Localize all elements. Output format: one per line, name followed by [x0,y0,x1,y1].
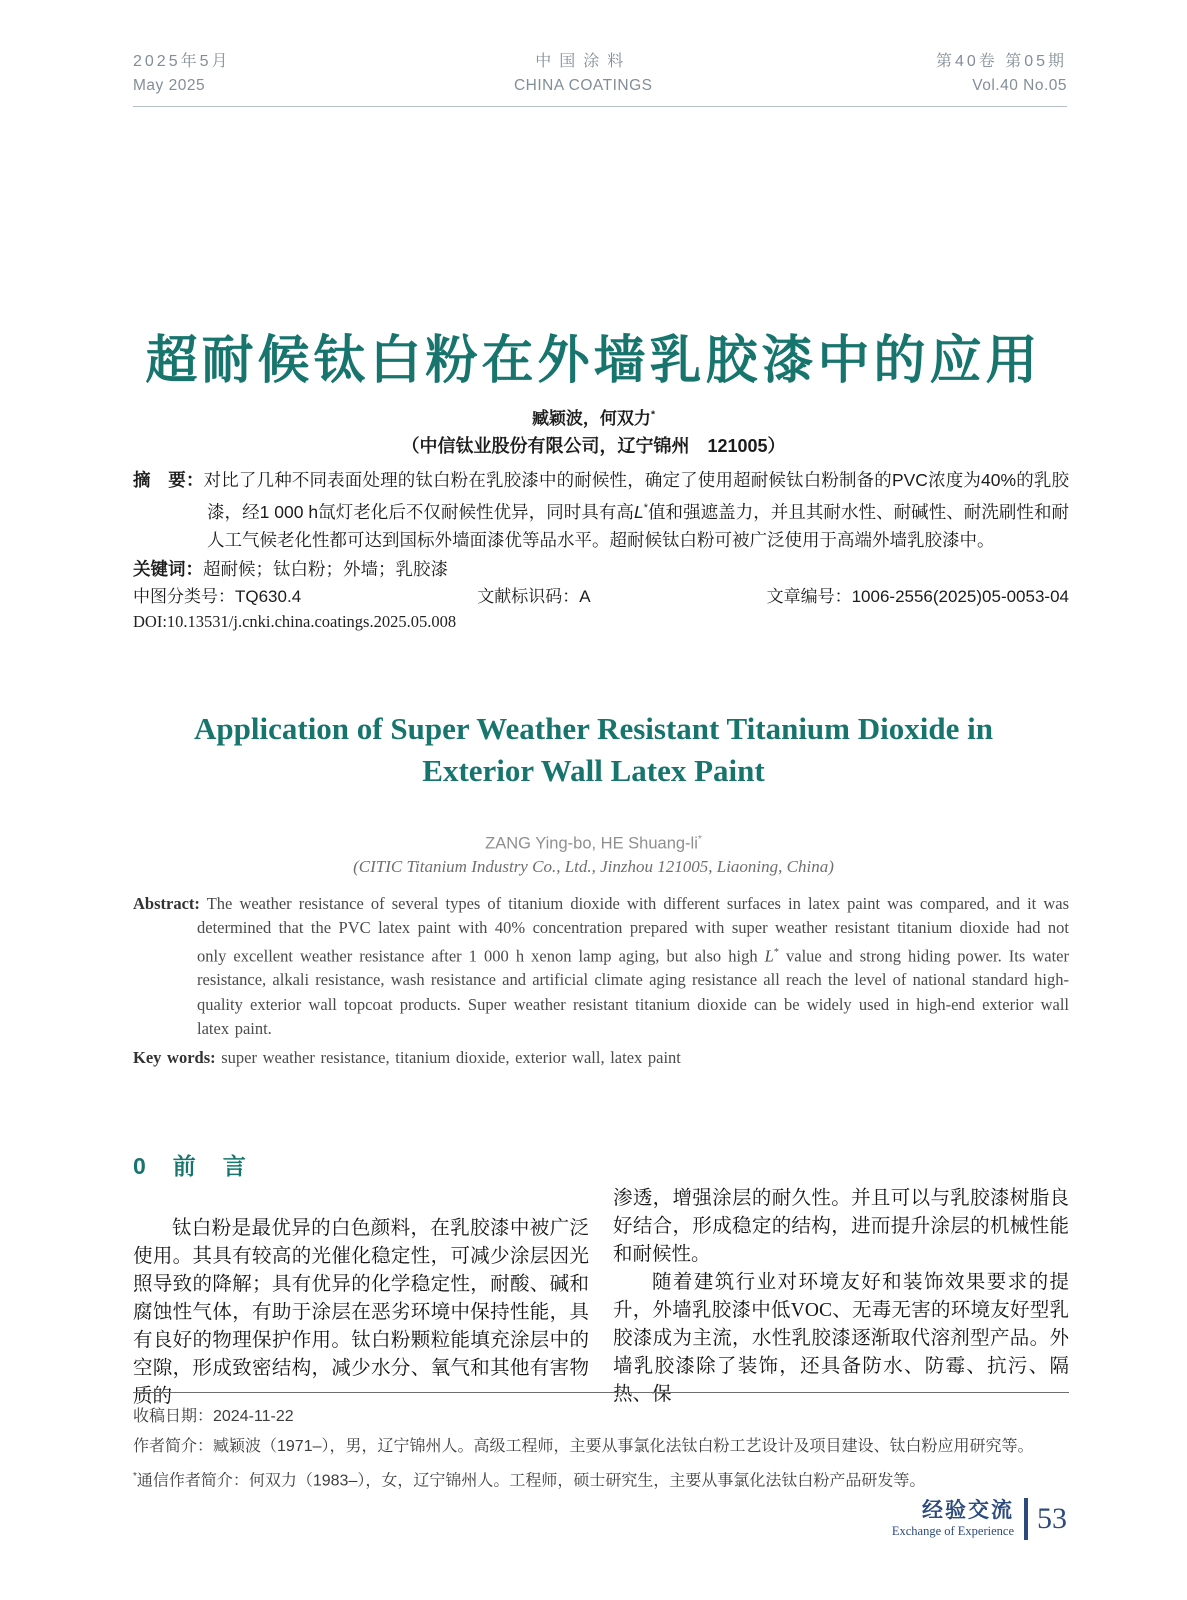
authors-en-names: ZANG Ying-bo, HE Shuang-li [485,834,698,853]
article-title-zh: 超耐候钛白粉在外墙乳胶漆中的应用 [145,332,1042,390]
article-number-value: 1006-2556(2025)05-0053-04 [851,587,1069,606]
header-issue-en: Vol.40 No.05 [972,77,1067,94]
abstract-zh-text-1: 对比了几种不同表面处理的钛白粉在乳胶漆中的耐候性，确定了使用超耐候钛白粉制备的PVC浓度为40%的乳胶漆，经1 000 h氙灯老化后不仅耐候性优异，同时具有高 [203,470,1069,522]
doi: DOI:10.13531/j.cnki.china.coatings.2025.05.008 [133,612,457,631]
body-paragraph-1: 钛白粉是最优异的白色颜料，在乳胶漆中被广泛使用。其具有较高的光催化稳定性，可减少涂层因光照导致的降解；具有优异的化学稳定性，耐酸、碱和腐蚀性气体，有助于涂层在恶劣环境中保持性能，具有良好的物理保护作用。钛白粉颗粒能填充涂层中的空隙，形成致密结构，减少水分、氧气和其他有害物质的 [133,1218,589,1407]
affiliation-en: (CITIC Titanium Industry Co., Ltd., Jinzhou 121005, Liaoning, China) [353,857,834,876]
abstract-en [133,892,1069,1041]
body-column-left [133,1185,589,1411]
header-date-zh: 2025年5月 [133,53,231,70]
abstract-zh-block [133,466,1069,583]
authors-zh [0,404,1187,429]
column-name-zh: 经验交流 [922,1499,1014,1522]
abstract-zh-label: 摘 要： [133,470,204,490]
body-column-right [613,1185,1069,1411]
header-date [133,50,231,98]
header-journal-name [514,50,652,98]
body-paragraph-2: 随着建筑行业对环境友好和装饰效果要求的提升，外墙乳胶漆中低VOC、无毒无害的环境友好型乳胶漆成为主流，水性乳胶漆逐渐取代溶剂型产品。外墙乳胶漆除了装饰，还具备防水、防霉、抗污、隔热、保 [613,1272,1069,1405]
classification-row [133,582,1069,607]
authors-en-corresponding-mark: * [697,834,702,845]
page-number: 53 [1037,1502,1067,1535]
footnote-received-date: 收稿日期：2024-11-22 [133,1408,294,1425]
footnote-author-bio: 作者简介：臧颖波（1971–），男，辽宁锦州人。高级工程师，主要从事氯化法钛白粉工艺设计及项目建设、钛白粉应用研究等。 [133,1438,1034,1455]
footnote-corresponding-text: 通信作者简介：何双力（1983–），女，辽宁锦州人。工程师，硕士研究生，主要从事氯化法钛白粉产品研发等。 [136,1472,926,1490]
authors-zh-names: 臧颖波，何双力 [531,409,651,428]
abstract-en-block [133,892,1069,1071]
document-code-value: A [579,587,591,606]
column-name-en: Exchange of Experience [891,1524,1014,1538]
footnote-divider [133,1392,1069,1393]
document-code [477,582,590,607]
footer-divider-bar [1024,1498,1028,1540]
footnote-corresponding-mark: * [133,1471,137,1482]
column-section-name [892,1499,1014,1539]
header-date-en: May 2025 [133,77,206,94]
article-number [767,582,1069,607]
keywords-en-text: super weather resistance, titanium dioxide, exterior wall, latex paint [221,1048,681,1068]
abstract-en-label: Abstract: [133,894,200,913]
footnote-corresponding-bio [133,1462,1069,1496]
abstract-en-text-1: The weather resistance of several types of titanium dioxide with different surfaces in latex paint was compared, and it was determined that the PVC latex paint with 40% concentration prepared with super weather resistant titanium dioxide had not only excellent weather resistance after 1 000 h xenon lamp aging, but also high [197,894,1069,966]
article-title-en [0,708,1187,792]
article-title-en-line1: Application of Super Weather Resistant Titanium Dioxide in [194,711,993,746]
authors-en [0,834,1187,854]
abstract-zh [133,466,1069,554]
header-issue-zh: 第40卷 第05期 [935,53,1067,70]
abstract-en-L-sup: * [773,946,779,958]
article-title-en-line2: Exterior Wall Latex Paint [422,753,765,788]
keywords-en-label: Key words: [133,1048,216,1068]
abstract-zh-text-2: 值和强遮盖力，并且其耐水性、耐碱性、耐洗刷性和耐人工气候老化性都可达到国标外墙面漆优等品水平。超耐候钛白粉可被广泛使用于高端外墙乳胶漆中。 [207,501,1070,550]
affiliation-zh: （中信钛业股份有限公司，辽宁锦州 121005） [401,436,786,456]
journal-header [133,50,1067,107]
clc-label: 中图分类号： [133,587,235,606]
footnotes [133,1402,1069,1496]
clc-number [133,582,301,607]
keywords-en [133,1046,1069,1070]
keywords-zh [133,555,1069,583]
header-issue [936,50,1067,98]
keywords-zh-text: 超耐候；钛白粉；外墙；乳胶漆 [203,558,448,579]
abstract-en-text-2: value and strong hiding power. Its water resistance, alkali resistance, wash resistance and artificial climate aging resistance all reach the level of national standard high-quality exterior wall topcoat products. Super weather resistant titanium dioxide can be widely used in high-end exterior wall latex paint. [197,946,1069,1038]
abstract-zh-L-symbol: L [633,501,644,522]
section-heading-introduction: 0 前 言 [133,1153,248,1179]
article-number-label: 文章编号： [766,587,852,606]
page-footer [892,1498,1067,1540]
document-code-label: 文献标识码： [477,587,580,606]
body-columns [133,1185,1069,1411]
abstract-en-L-symbol: L [764,946,774,966]
header-journal-zh: 中国涂料 [535,53,632,70]
clc-value: TQ630.4 [235,587,302,606]
body-paragraph-1-continued: 渗透，增强涂层的耐久性。并且可以与乳胶漆树脂良好结合，形成稳定的结构，进而提升涂层的机械性能和耐候性。 [613,1188,1069,1265]
authors-zh-corresponding-mark: * [650,408,656,421]
abstract-zh-L-sup: * [643,502,648,514]
keywords-zh-label: 关键词： [133,558,203,579]
header-journal-en: CHINA COATINGS [513,77,653,94]
